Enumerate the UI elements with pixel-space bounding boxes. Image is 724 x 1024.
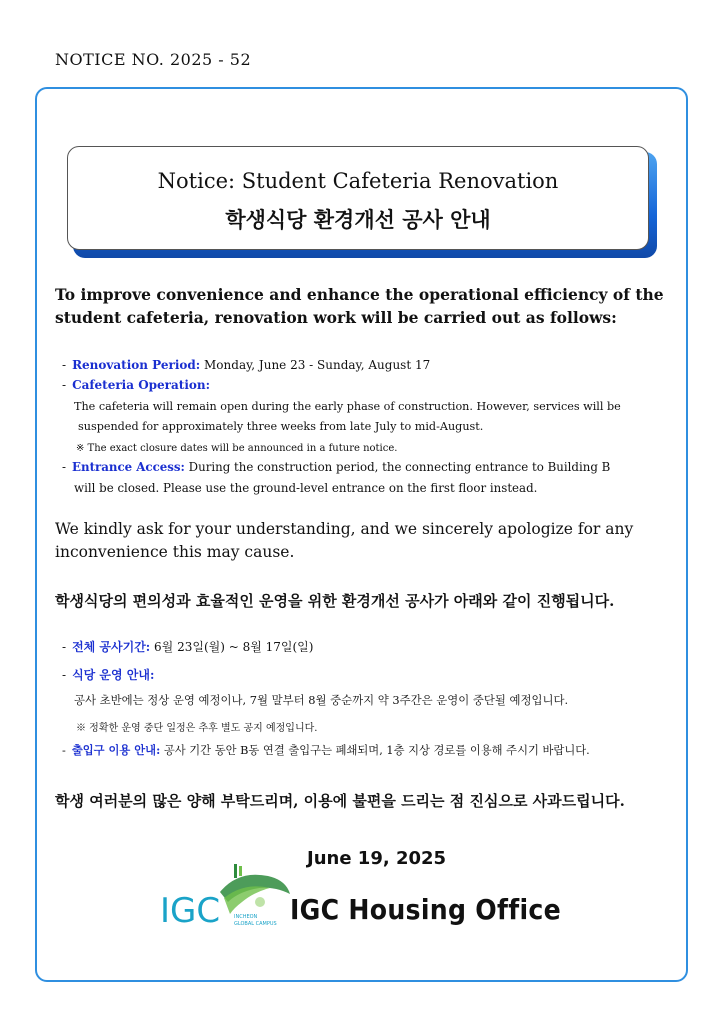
access-line: will be closed. Please use the ground-level entrance on the first floor instead. [74, 481, 538, 495]
operation-label-ko: 식당 운영 안내: [72, 668, 155, 682]
operation-note: ※ The exact closure dates will be announced in a future notice. [76, 443, 398, 454]
list-item: - 출입구 이용 안내: 공사 기간 동안 B동 연결 출입구는 폐쇄되며, 1층 지상 경로를 이용해 주시기 바랍니다. [62, 743, 590, 757]
access-line: During the construction period, the connecting entrance to Building B [184, 460, 611, 474]
access-label-ko: 출입구 이용 안내: [71, 743, 161, 757]
closing-english: We kindly ask for your understanding, and we sincerely apologize for any inconvenience this may cause. [55, 520, 634, 561]
list-item: - Cafeteria Operation: [62, 378, 211, 392]
title-box [67, 146, 649, 250]
operation-line-ko: 공사 초반에는 정상 운영 예정이나, 7월 말부터 8월 중순까지 약 3주간은 운영이 중단될 예정입니다. [74, 693, 569, 707]
closing-korean: 학생 여러분의 많은 양해 부탁드리며, 이용에 불편을 드리는 점 진심으로 사과드립니다. [55, 792, 625, 810]
list-item: - 식당 운영 안내: [62, 668, 155, 682]
igc-logo [158, 862, 298, 932]
signature-date: June 19, 2025 [307, 848, 447, 869]
access-line-ko: 공사 기간 동안 B동 연결 출입구는 폐쇄되며, 1층 지상 경로를 이용해 주시기 바랍니다. [160, 744, 590, 757]
list-item: - Renovation Period: Monday, June 23 - Sunday, August 17 [62, 358, 431, 372]
period-value: Monday, June 23 - Sunday, August 17 [200, 358, 431, 372]
intro-korean: 학생식당의 편의성과 효율적인 운영을 위한 환경개선 공사가 아래와 같이 진행됩니다. [55, 592, 615, 610]
period-label: Renovation Period: [72, 358, 201, 372]
period-value-ko: 6월 23일(월) ~ 8월 17일(일) [150, 640, 314, 654]
period-label-ko: 전체 공사기간: [72, 640, 151, 654]
logo-wordmark: IGC [160, 891, 221, 931]
operation-line: suspended for approximately three weeks from late July to mid-August. [78, 420, 484, 433]
office-name: IGC Housing Office [290, 893, 561, 926]
title-english: Notice: Student Cafeteria Renovation [157, 169, 559, 193]
operation-line: The cafeteria will remain open during the early phase of construction. However, services will be [74, 400, 621, 413]
campus-graphic-icon [220, 864, 290, 914]
logo-sub-1: INCHEON [234, 914, 258, 920]
list-item: - 전체 공사기간: 6월 23일(월) ~ 8월 17일(일) [62, 640, 314, 654]
logo-sub-2: GLOBAL CAMPUS [234, 921, 277, 927]
list-item: - Entrance Access: During the construction period, the connecting entrance to Building B [62, 460, 611, 474]
notice-number: NOTICE NO. 2025 - 52 [55, 50, 252, 69]
operation-note-ko: ※ 정확한 운영 중단 일정은 추후 별도 공지 예정입니다. [76, 723, 318, 734]
intro-english: To improve convenience and enhance the operational efficiency of the student cafeteria, renovation work will be carried out as follows: [55, 285, 664, 327]
title-korean: 학생식당 환경개선 공사 안내 [225, 207, 491, 232]
access-label: Entrance Access: [72, 460, 185, 474]
operation-label: Cafeteria Operation: [72, 378, 211, 392]
